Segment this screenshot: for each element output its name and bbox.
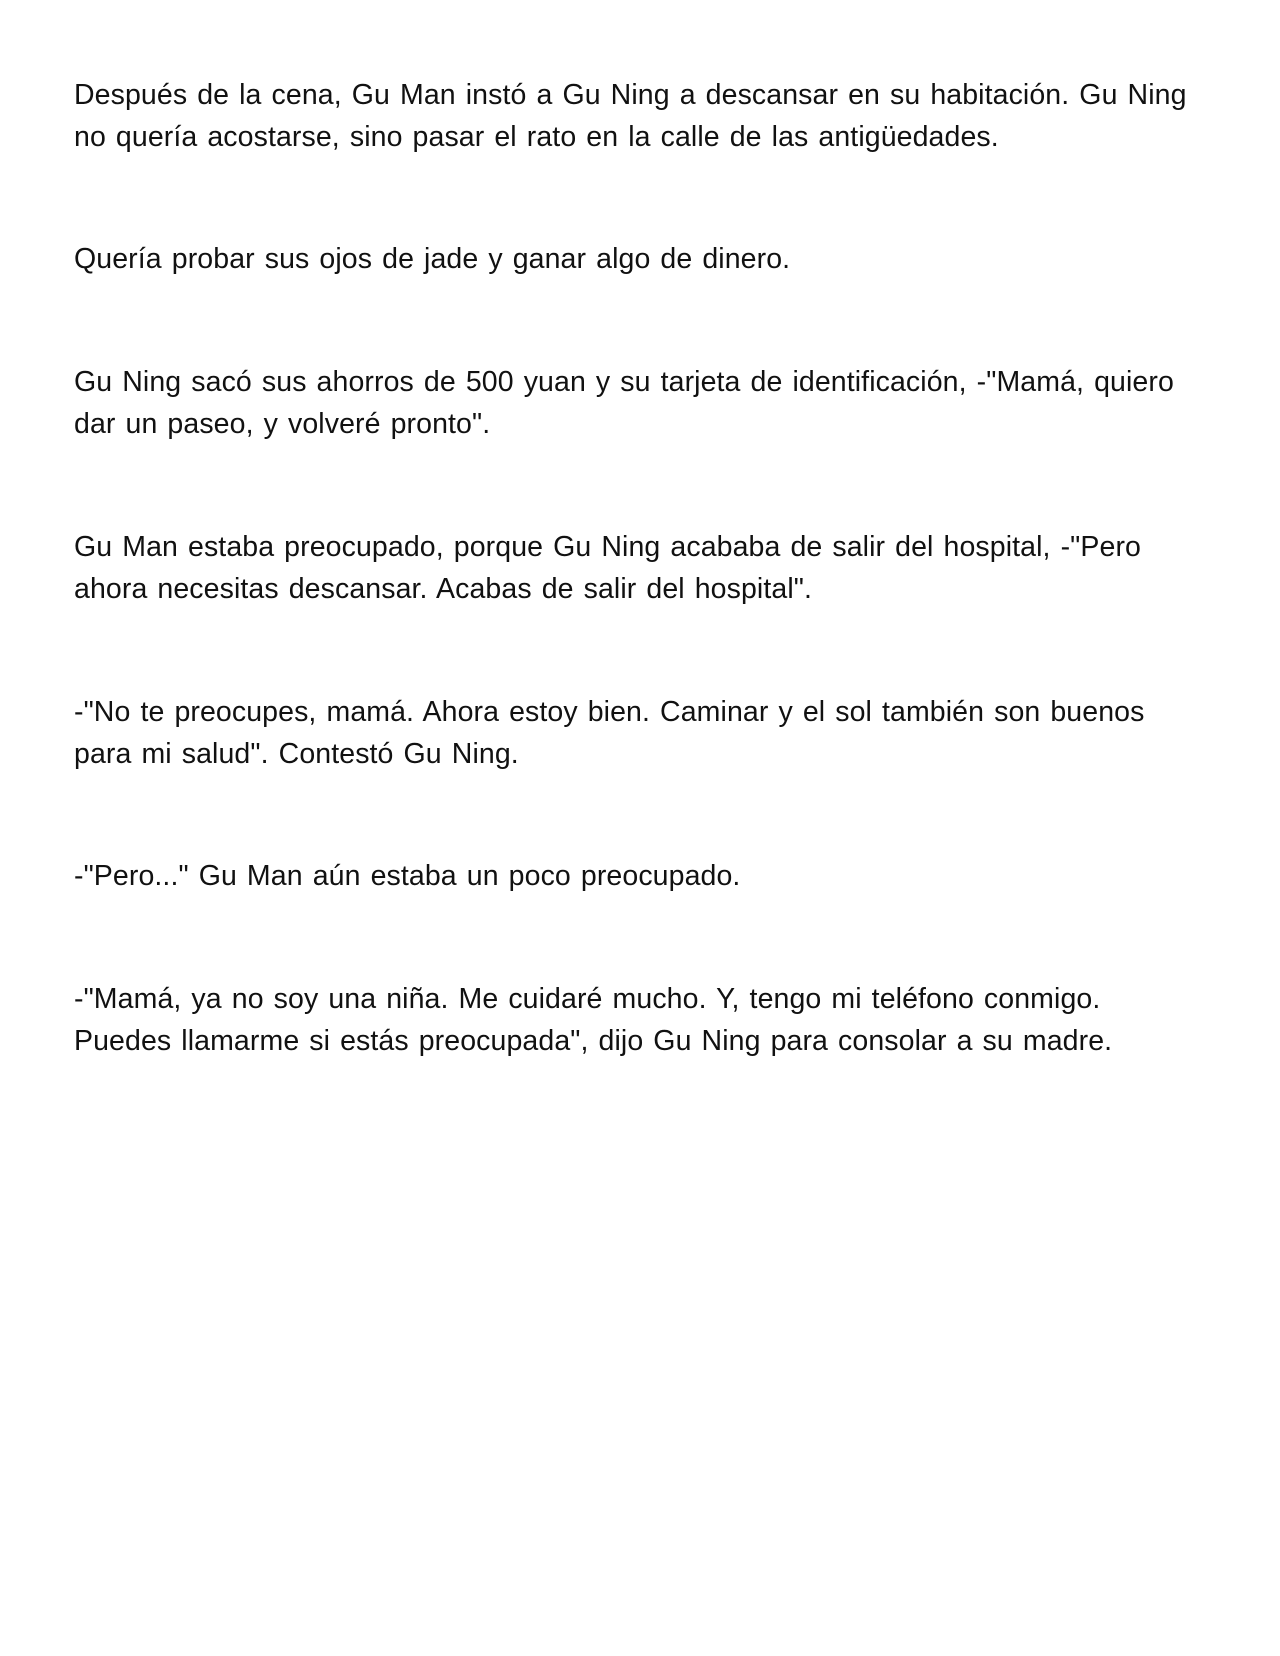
- paragraph-7: [74, 978, 1224, 1062]
- paragraph-2-line-1: Quería probar sus ojos de jade y ganar algo de dinero.: [74, 243, 791, 275]
- paragraph-3-line-1: Gu Ning sacó sus ahorros de 500 yuan y su tarjeta de identificación, -"Mamá, quiero: [74, 366, 1174, 398]
- paragraph-3: [74, 361, 1224, 445]
- paragraph-4-line-2: ahora necesitas descansar. Acabas de salir del hospital".: [74, 573, 813, 605]
- paragraph-6-line-1: -"Pero..." Gu Man aún estaba un poco preocupado.: [74, 860, 741, 892]
- paragraph-1-line-1: Después de la cena, Gu Man instó a Gu Ning a descansar en su habitación. Gu Ning: [74, 79, 1187, 111]
- paragraph-5-line-1: -"No te preocupes, mamá. Ahora estoy bien. Caminar y el sol también son buenos: [74, 696, 1145, 728]
- paragraph-1: [74, 74, 1224, 158]
- paragraph-3-line-2: dar un paseo, y volveré pronto".: [74, 408, 491, 440]
- paragraph-4: [74, 526, 1224, 610]
- paragraph-2: [74, 238, 1224, 280]
- paragraph-7-line-1: -"Mamá, ya no soy una niña. Me cuidaré mucho. Y, tengo mi teléfono conmigo.: [74, 983, 1101, 1015]
- paragraph-7-line-2: Puedes llamarme si estás preocupada", dijo Gu Ning para consolar a su madre.: [74, 1025, 1113, 1057]
- paragraph-1-line-2: no quería acostarse, sino pasar el rato en la calle de las antigüedades.: [74, 121, 999, 153]
- paragraph-6: [74, 855, 1224, 897]
- paragraph-5: [74, 691, 1224, 775]
- paragraph-5-line-2: para mi salud". Contestó Gu Ning.: [74, 738, 519, 770]
- paragraph-4-line-1: Gu Man estaba preocupado, porque Gu Ning acababa de salir del hospital, -"Pero: [74, 531, 1141, 563]
